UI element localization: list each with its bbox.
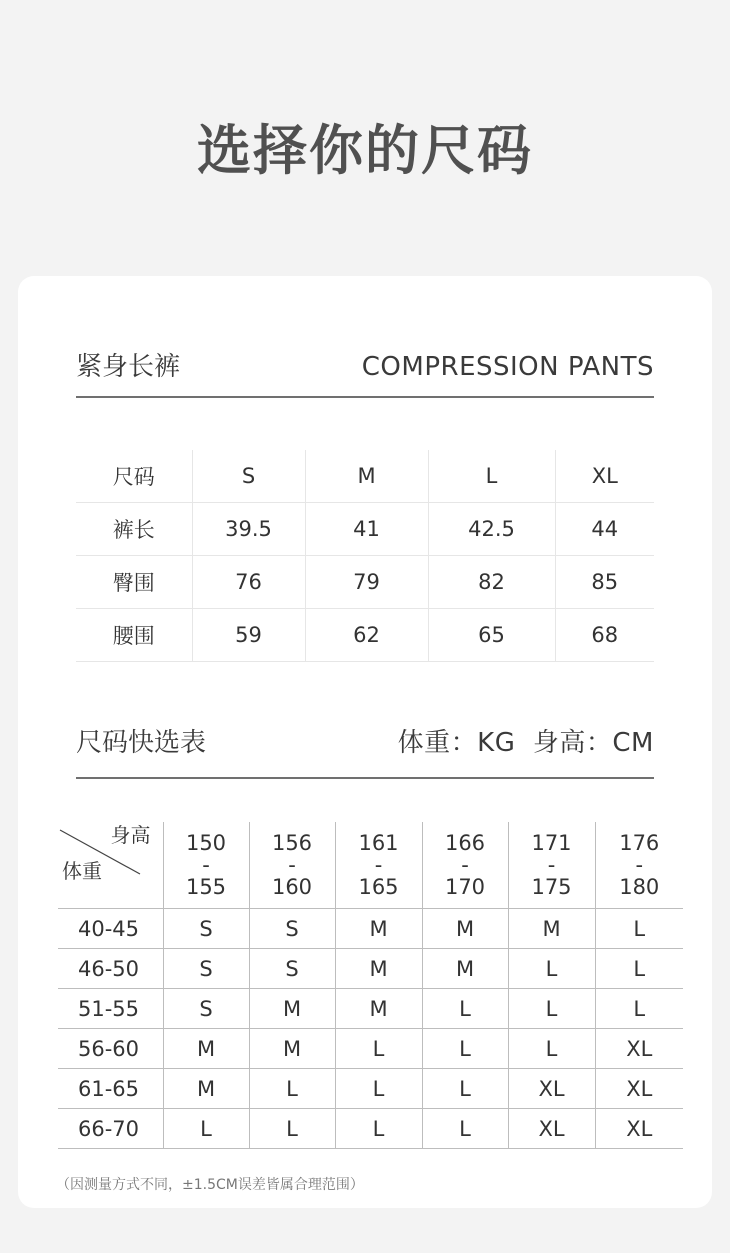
height-range-to: 175 bbox=[531, 875, 572, 899]
recommended-size: XL bbox=[508, 1069, 595, 1109]
row-label: 裤长 bbox=[76, 503, 192, 556]
quick-title: 尺码快选表 bbox=[76, 728, 207, 758]
height-range-dash: - bbox=[288, 853, 296, 877]
recommended-size: S bbox=[163, 949, 249, 989]
size-value: 76 bbox=[192, 556, 305, 609]
weight-row bbox=[58, 909, 683, 949]
recommended-size: M bbox=[249, 989, 335, 1029]
height-range-header bbox=[249, 822, 335, 909]
height-range-to: 155 bbox=[185, 875, 227, 899]
section-divider bbox=[76, 396, 654, 398]
height-range-dash: - bbox=[635, 853, 644, 877]
recommended-size: L bbox=[249, 1069, 335, 1109]
compression-size-table bbox=[76, 450, 654, 662]
recommended-size: M bbox=[508, 909, 595, 949]
size-value: 59 bbox=[192, 609, 305, 662]
height-range-header bbox=[335, 822, 422, 909]
height-range-from: 156 bbox=[271, 831, 313, 855]
weight-row bbox=[58, 1109, 683, 1149]
corner-height-label: 身高 bbox=[110, 823, 151, 847]
height-range-from: 150 bbox=[185, 831, 227, 855]
measurement-row bbox=[76, 503, 654, 556]
weight-range-label: 61-65 bbox=[58, 1069, 163, 1109]
weight-range-label: 40-45 bbox=[58, 909, 163, 949]
recommended-size: L bbox=[163, 1109, 249, 1149]
compression-title-cn: 紧身长裤 bbox=[76, 352, 181, 382]
measurement-note: （因测量方式不同，±1.5CM误差皆属合理范围） bbox=[56, 1177, 364, 1193]
height-range-from: 161 bbox=[358, 831, 399, 855]
recommended-size: L bbox=[508, 989, 595, 1029]
size-value: S bbox=[192, 450, 305, 503]
recommended-size: L bbox=[335, 1109, 422, 1149]
recommended-size: M bbox=[422, 949, 508, 989]
row-label: 臀围 bbox=[76, 556, 192, 609]
size-value: XL bbox=[555, 450, 654, 503]
size-value: 62 bbox=[305, 609, 428, 662]
weight-row bbox=[58, 1029, 683, 1069]
weight-range-label: 66-70 bbox=[58, 1109, 163, 1149]
recommended-size: M bbox=[163, 1029, 249, 1069]
size-value: 65 bbox=[428, 609, 555, 662]
recommended-size: L bbox=[595, 909, 683, 949]
recommended-size: M bbox=[249, 1029, 335, 1069]
table-corner bbox=[58, 822, 163, 909]
height-range-to: 180 bbox=[619, 875, 660, 899]
recommended-size: M bbox=[422, 909, 508, 949]
size-value: 79 bbox=[305, 556, 428, 609]
recommended-size: L bbox=[249, 1109, 335, 1149]
quick-header bbox=[76, 722, 654, 759]
recommended-size: L bbox=[508, 949, 595, 989]
recommended-size: M bbox=[335, 909, 422, 949]
size-value: 85 bbox=[555, 556, 654, 609]
size-value: L bbox=[428, 450, 555, 503]
measurement-row bbox=[76, 609, 654, 662]
weight-range-label: 56-60 bbox=[58, 1029, 163, 1069]
height-range-header bbox=[508, 822, 595, 909]
size-value: 82 bbox=[428, 556, 555, 609]
weight-row bbox=[58, 989, 683, 1029]
recommended-size: M bbox=[335, 949, 422, 989]
recommended-size: XL bbox=[595, 1029, 683, 1069]
size-value: 42.5 bbox=[428, 503, 555, 556]
size-header-row bbox=[76, 450, 654, 503]
recommended-size: M bbox=[163, 1069, 249, 1109]
measurement-row bbox=[76, 556, 654, 609]
recommended-size: L bbox=[422, 1069, 508, 1109]
recommended-size: L bbox=[335, 1069, 422, 1109]
height-range-header bbox=[422, 822, 508, 909]
height-range-header bbox=[595, 822, 683, 909]
recommended-size: S bbox=[163, 989, 249, 1029]
height-range-dash: - bbox=[374, 853, 383, 877]
recommended-size: L bbox=[595, 949, 683, 989]
recommended-size: L bbox=[508, 1029, 595, 1069]
weight-row bbox=[58, 1069, 683, 1109]
row-label: 尺码 bbox=[76, 450, 192, 503]
height-range-to: 160 bbox=[271, 875, 313, 899]
page-title: 选择你的尺码 bbox=[197, 119, 533, 182]
height-range-dash: - bbox=[202, 853, 210, 877]
section-divider bbox=[76, 777, 654, 779]
recommended-size: XL bbox=[595, 1109, 683, 1149]
recommended-size: L bbox=[335, 1029, 422, 1069]
height-range-from: 176 bbox=[619, 831, 660, 855]
recommended-size: S bbox=[163, 909, 249, 949]
recommended-size: XL bbox=[508, 1109, 595, 1149]
recommended-size: L bbox=[422, 1109, 508, 1149]
row-label: 腰围 bbox=[76, 609, 192, 662]
recommended-size: S bbox=[249, 949, 335, 989]
size-value: M bbox=[305, 450, 428, 503]
weight-range-label: 51-55 bbox=[58, 989, 163, 1029]
recommended-size: L bbox=[595, 989, 683, 1029]
size-value: 39.5 bbox=[192, 503, 305, 556]
recommended-size: M bbox=[335, 989, 422, 1029]
quick-units: 体重：KG 身高：CM bbox=[397, 728, 654, 758]
recommended-size: L bbox=[422, 1029, 508, 1069]
corner-weight-label: 体重 bbox=[62, 859, 102, 883]
size-card bbox=[18, 276, 712, 1208]
weight-row bbox=[58, 949, 683, 989]
height-range-dash: - bbox=[461, 853, 469, 877]
quick-size-table bbox=[58, 822, 683, 1149]
size-value: 68 bbox=[555, 609, 654, 662]
size-value: 44 bbox=[555, 503, 654, 556]
weight-range-label: 46-50 bbox=[58, 949, 163, 989]
height-range-to: 170 bbox=[444, 875, 486, 899]
height-range-from: 166 bbox=[444, 831, 486, 855]
recommended-size: L bbox=[422, 989, 508, 1029]
size-value: 41 bbox=[305, 503, 428, 556]
height-range-header bbox=[163, 822, 249, 909]
compression-header bbox=[76, 346, 654, 383]
recommended-size: XL bbox=[595, 1069, 683, 1109]
height-range-from: 171 bbox=[531, 831, 572, 855]
height-range-to: 165 bbox=[358, 875, 399, 899]
compression-title-en: COMPRESSION PANTS bbox=[361, 352, 654, 382]
height-range-dash: - bbox=[547, 853, 556, 877]
recommended-size: S bbox=[249, 909, 335, 949]
